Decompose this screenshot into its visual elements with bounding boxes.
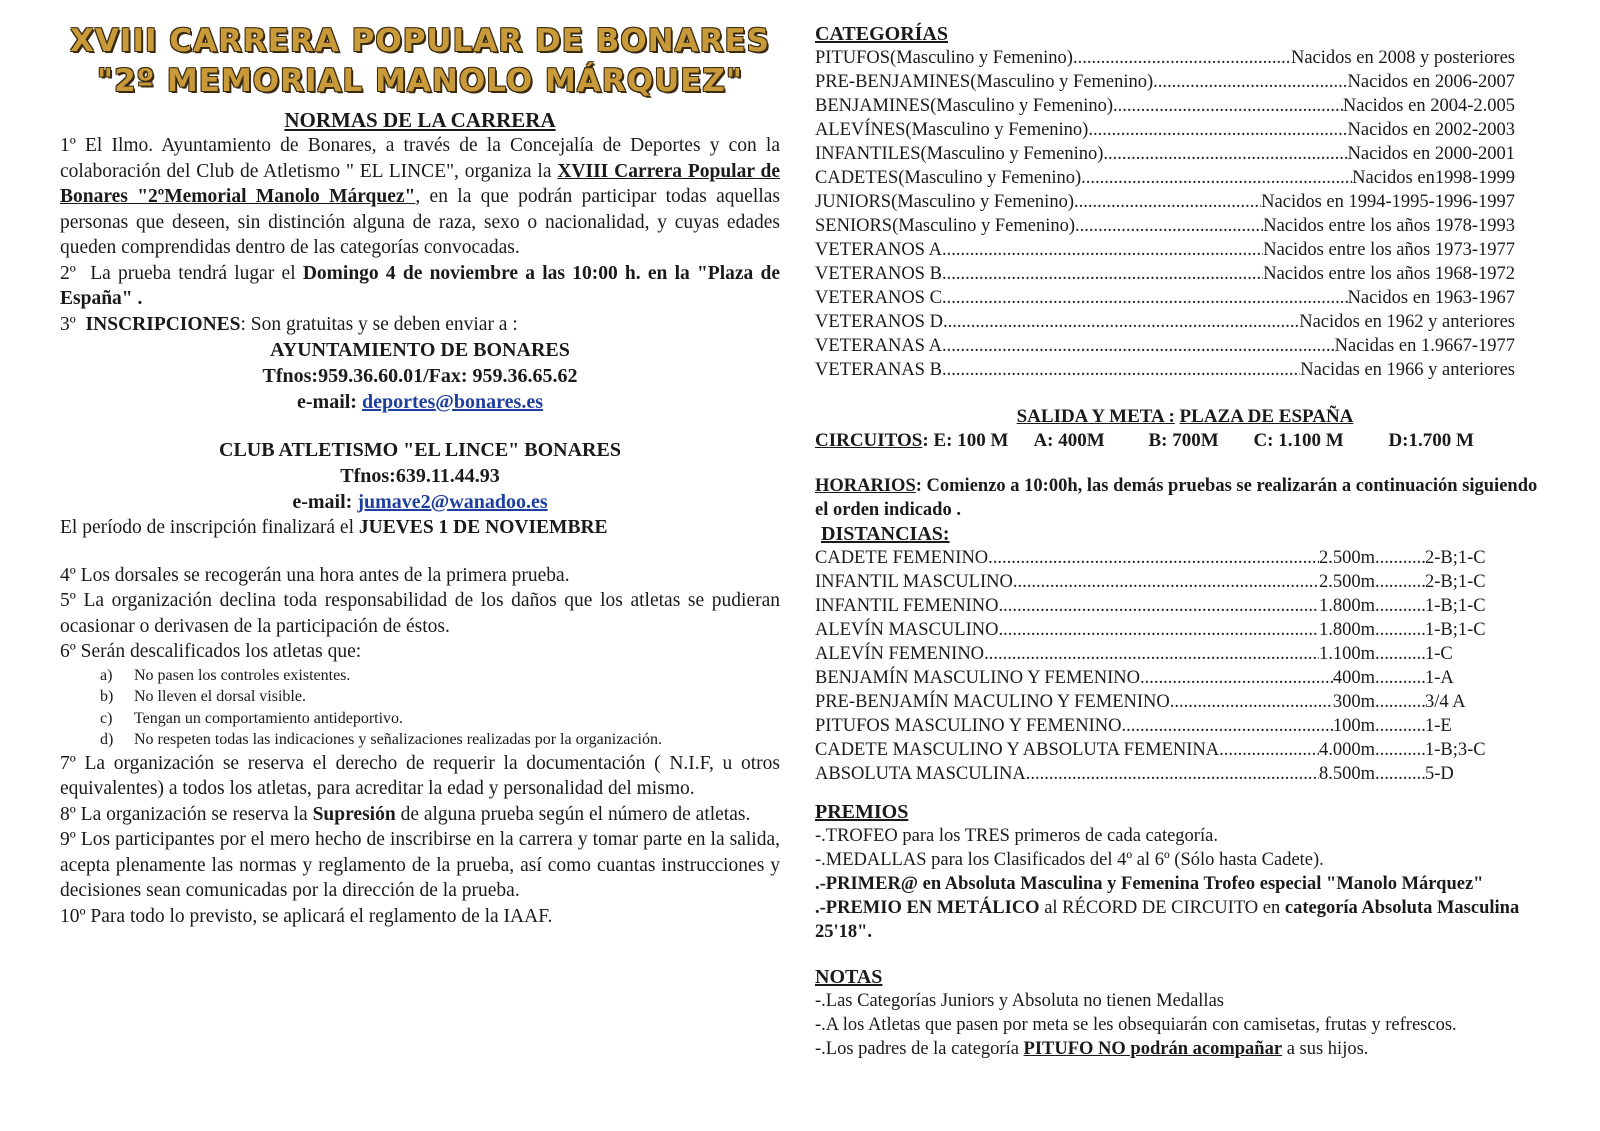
list-text: No pasen los controles existentes. bbox=[134, 666, 351, 684]
distancia-name: INFANTIL FEMENINO bbox=[815, 596, 999, 616]
leader-dots bbox=[1375, 570, 1425, 594]
leader-dots bbox=[1103, 142, 1347, 166]
categoria-row bbox=[815, 334, 1515, 358]
list-letter: a) bbox=[100, 666, 113, 684]
distancia-value: 100m bbox=[1332, 716, 1375, 736]
leader-dots bbox=[1026, 762, 1319, 786]
distancia-circuit: 2-B;1-C bbox=[1425, 548, 1486, 568]
categoria-name: BENJAMINES(Masculino y Femenino) bbox=[815, 96, 1114, 116]
nota-line: -.Las Categorías Juniors y Absoluta no tienen Medallas bbox=[815, 991, 1224, 1011]
distancia-name: BENJAMÍN MASCULINO Y FEMENINO bbox=[815, 668, 1140, 688]
leader-dots bbox=[1073, 46, 1291, 70]
norma-text: La organización declina toda responsabilidad de los daños que los atletas se pudieran ocasionar o derivasen de la participación de éstos. bbox=[60, 590, 781, 637]
leader-dots bbox=[1081, 166, 1352, 190]
norma-9 bbox=[60, 827, 780, 904]
categoria-value: Nacidos en 1962 y anteriores bbox=[1299, 312, 1515, 332]
norma-number: 3º bbox=[60, 313, 76, 335]
ayuntamiento-phone: Tfnos:959.36.60.01/Fax: 959.36.65.62 bbox=[262, 365, 578, 387]
categoria-value: Nacidos en 2006-2007 bbox=[1347, 72, 1515, 92]
supresion-bold: Supresión bbox=[312, 803, 396, 825]
distancia-name: ABSOLUTA MASCULINA bbox=[815, 764, 1026, 784]
leader-dots bbox=[1375, 546, 1425, 570]
leader-dots bbox=[1140, 666, 1333, 690]
norma-text: El período de inscripción finalizará el bbox=[60, 517, 355, 538]
inscripciones-label: INSCRIPCIONES bbox=[85, 313, 241, 335]
distancia-circuit: 2-B;1-C bbox=[1425, 572, 1486, 592]
salida-label: SALIDA Y META : bbox=[1016, 406, 1175, 427]
distancia-circuit: 1-C bbox=[1425, 644, 1453, 664]
leader-dots bbox=[1375, 738, 1425, 762]
horarios-line bbox=[815, 474, 1555, 522]
norma-number: 8º bbox=[60, 803, 76, 825]
distancia-circuit: 1-E bbox=[1425, 716, 1452, 736]
categoria-value: Nacidos en 2002-2003 bbox=[1347, 120, 1515, 140]
categoria-row bbox=[815, 310, 1515, 334]
categoria-name: VETERANAS A bbox=[815, 336, 942, 356]
distancia-value: 2.500m bbox=[1318, 572, 1375, 592]
norma-number: 5º bbox=[60, 590, 76, 611]
salida-meta bbox=[815, 405, 1555, 429]
categoria-value: Nacidos en 1963-1967 bbox=[1347, 288, 1515, 308]
norma-number: 10º bbox=[60, 905, 86, 927]
premios-heading: PREMIOS bbox=[815, 801, 909, 823]
categoria-row bbox=[815, 286, 1515, 310]
leader-dots bbox=[1088, 118, 1347, 142]
list-text: No respeten todas las indicaciones y señalizaciones realizadas por la organización. bbox=[134, 731, 662, 748]
distancia-value: 4.000m bbox=[1318, 740, 1375, 760]
categoria-name: VETERANAS B bbox=[815, 360, 942, 380]
leader-dots bbox=[988, 546, 1319, 570]
norma-text: Los dorsales se recogerán una hora antes de la primera prueba. bbox=[80, 564, 570, 586]
premio-bold: categoría Absoluta Masculina 25'18". bbox=[815, 898, 1520, 942]
horarios-label: HORARIOS bbox=[815, 476, 916, 496]
norma-text: El Ilmo. Ayuntamiento de Bonares, a través de la Concejalía de Deportes y con la colaboración del Club de Atletismo " EL LINCE", organiza la bbox=[60, 135, 781, 182]
categoria-name: CADETES(Masculino y Femenino) bbox=[815, 168, 1082, 188]
distancia-name: PITUFOS MASCULINO Y FEMENINO bbox=[815, 716, 1122, 736]
distancia-row bbox=[815, 546, 1495, 570]
categoria-value: Nacidos en 2008 y posteriores bbox=[1290, 48, 1515, 68]
email-label: e-mail: bbox=[297, 391, 357, 413]
email-label: e-mail: bbox=[292, 491, 353, 513]
leader-dots bbox=[1375, 690, 1425, 714]
norma-number: 7º bbox=[60, 752, 76, 774]
circuito-item: E: 100 M bbox=[933, 430, 1009, 451]
premio-line bbox=[815, 896, 1560, 944]
norma-text: La organización se reserva el derecho de requerir la documentación ( N.I.F, u otros equivalentes) a todos los atletas, para acreditar la edad y personalidad del mismo. bbox=[60, 752, 780, 799]
leader-dots bbox=[998, 594, 1319, 618]
categoria-row bbox=[815, 94, 1515, 118]
premio-line: -.TROFEO para los TRES primeros de cada categoría. bbox=[815, 826, 1218, 846]
categoria-name: PITUFOS(Masculino y Femenino) bbox=[815, 48, 1073, 68]
list-letter: d) bbox=[100, 731, 114, 748]
categoria-row bbox=[815, 142, 1515, 166]
circuitos-line: CIRCUITOS : E: 100 M A: 400M B: 700M C: 1.100 M D:1.700 M bbox=[815, 430, 1474, 451]
distancias-list bbox=[815, 546, 1495, 786]
leader-dots bbox=[1375, 666, 1425, 690]
distancia-name: ALEVÍN FEMENINO bbox=[815, 644, 985, 664]
distancia-name: INFANTIL MASCULINO bbox=[815, 572, 1013, 592]
norma-text: Serán descalificados los atletas que: bbox=[80, 641, 362, 662]
leader-dots bbox=[1375, 618, 1425, 642]
distancia-row bbox=[815, 594, 1495, 618]
nota-text: -.Los padres de la categoría bbox=[815, 1039, 1019, 1059]
distancia-value: 1.800m bbox=[1318, 596, 1375, 616]
distancia-name: PRE-BENJAMÍN MACULINO Y FEMENINO bbox=[815, 692, 1170, 712]
distancias-heading: DISTANCIAS: bbox=[821, 523, 950, 545]
club-name: CLUB ATLETISMO "EL LINCE" BONARES bbox=[219, 439, 621, 461]
leader-dots bbox=[942, 334, 1335, 358]
categoria-name: ALEVÍNES(Masculino y Femenino) bbox=[815, 120, 1089, 140]
distancia-row bbox=[815, 762, 1495, 786]
norma-number: 9º bbox=[60, 829, 76, 850]
leader-dots bbox=[1375, 642, 1425, 666]
nota-line bbox=[815, 1037, 1560, 1061]
categoria-name: VETERANOS B bbox=[815, 264, 942, 284]
categoria-value: Nacidos entre los años 1973-1977 bbox=[1263, 240, 1515, 260]
leader-dots bbox=[1375, 714, 1425, 738]
norma-number: 2º bbox=[60, 262, 76, 284]
categoria-name: VETERANOS D bbox=[815, 312, 943, 332]
ayuntamiento-email-link[interactable]: deportes@bonares.es bbox=[361, 391, 543, 413]
categoria-row bbox=[815, 238, 1515, 262]
categoria-row bbox=[815, 70, 1515, 94]
leader-dots bbox=[942, 358, 1300, 382]
list-letter: c) bbox=[100, 709, 113, 727]
periodo-inscripcion bbox=[60, 515, 780, 541]
distancia-row bbox=[815, 570, 1495, 594]
distancia-circuit: 1-B;1-C bbox=[1425, 596, 1486, 616]
list-item bbox=[100, 665, 780, 687]
categoria-name: PRE-BENJAMINES(Masculino y Femenino) bbox=[815, 72, 1154, 92]
distancia-circuit: 1-A bbox=[1425, 668, 1454, 688]
norma-text: Para todo lo previsto, se aplicará el reglamento de la IAAF. bbox=[90, 905, 553, 927]
list-item bbox=[100, 686, 780, 708]
circuito-item: B: 700M bbox=[1148, 430, 1219, 451]
norma-8 bbox=[60, 802, 780, 828]
categoria-row bbox=[815, 46, 1515, 70]
circuito-item: D:1.700 M bbox=[1388, 430, 1474, 451]
circuitos-label: CIRCUITOS bbox=[815, 430, 923, 451]
club-email-line bbox=[60, 489, 780, 515]
leader-dots bbox=[1375, 762, 1425, 786]
categoria-row bbox=[815, 358, 1515, 382]
norma-1 bbox=[60, 133, 780, 261]
list-text: Tengan un comportamiento antideportivo. bbox=[134, 709, 404, 727]
norma-number: 6º bbox=[60, 641, 76, 662]
leader-dots bbox=[942, 286, 1348, 310]
nota-bold: PITUFO NO podrán acompañar bbox=[1023, 1039, 1283, 1059]
distancia-value: 8.500m bbox=[1318, 764, 1375, 784]
norma-10 bbox=[60, 904, 780, 930]
distancia-name: CADETE MASCULINO Y ABSOLUTA FEMENINA bbox=[815, 740, 1220, 760]
norma-number: 1º bbox=[60, 135, 76, 156]
descalificacion-list bbox=[60, 665, 780, 751]
norma-7 bbox=[60, 751, 780, 802]
leader-dots bbox=[1153, 70, 1347, 94]
deadline-bold: JUEVES 1 DE NOVIEMBRE bbox=[358, 517, 608, 538]
leader-dots bbox=[1075, 214, 1263, 238]
horarios-text: : Comienzo a 10:00h, las demás pruebas se realizarán a continuación siguiendo el orden indicado . bbox=[815, 476, 1538, 520]
distancia-name: CADETE FEMENINO bbox=[815, 548, 989, 568]
norma-5 bbox=[60, 588, 780, 639]
salida-value: PLAZA DE ESPAÑA bbox=[1179, 406, 1354, 427]
distancia-row bbox=[815, 690, 1495, 714]
distancia-value: 1.100m bbox=[1318, 644, 1375, 664]
list-item bbox=[100, 708, 780, 730]
distancia-circuit: 3/4 A bbox=[1425, 692, 1466, 712]
distancia-circuit: 1-B;1-C bbox=[1425, 620, 1486, 640]
notas-heading: NOTAS bbox=[815, 966, 883, 988]
leader-dots bbox=[942, 238, 1263, 262]
leader-dots bbox=[1219, 738, 1319, 762]
norma-text: , en la que podrán participar todas aquellas personas que deseen, sin distinción alguna de raza, sexo o nacionalidad, y cuyas edades queden comprendidas dentro de las categorías convocadas. bbox=[60, 186, 780, 258]
club-email-link[interactable]: jumave2@wanadoo.es bbox=[357, 491, 548, 513]
norma-3 bbox=[60, 312, 780, 338]
list-text: No lleven el dorsal visible. bbox=[134, 688, 306, 705]
norma-2 bbox=[60, 261, 780, 312]
normas-heading: NORMAS DE LA CARRERA bbox=[284, 108, 556, 132]
premio-text: al RÉCORD DE CIRCUITO en bbox=[1044, 898, 1281, 918]
categorias-heading: CATEGORÍAS bbox=[815, 23, 948, 45]
circuito-item: A: 400M bbox=[1033, 430, 1105, 451]
categoria-name: VETERANOS C bbox=[815, 288, 942, 308]
norma-6 bbox=[60, 639, 780, 665]
leader-dots bbox=[943, 310, 1299, 334]
leader-dots bbox=[942, 262, 1263, 286]
leader-dots bbox=[1121, 714, 1332, 738]
nota-line: -.A los Atletas que pasen por meta se les obsequiarán con camisetas, frutas y refrescos. bbox=[815, 1015, 1457, 1035]
norma-text: : Son gratuitas y se deben enviar a : bbox=[240, 313, 518, 335]
leader-dots bbox=[1013, 570, 1319, 594]
nota-text: a sus hijos. bbox=[1286, 1039, 1369, 1059]
distancia-value: 400m bbox=[1332, 668, 1375, 688]
categoria-value: Nacidos en1998-1999 bbox=[1352, 168, 1515, 188]
categoria-name: SENIORS(Masculino y Femenino) bbox=[815, 216, 1076, 236]
categoria-name: INFANTILES(Masculino y Femenino) bbox=[815, 144, 1104, 164]
categoria-row bbox=[815, 190, 1515, 214]
distancia-value: 300m bbox=[1332, 692, 1375, 712]
categoria-value: Nacidos entre los años 1978-1993 bbox=[1263, 216, 1515, 236]
distancia-row bbox=[815, 642, 1495, 666]
categoria-name: VETERANOS A bbox=[815, 240, 942, 260]
categoria-value: Nacidas en 1.9667-1977 bbox=[1334, 336, 1515, 356]
norma-text: La prueba tendrá lugar el bbox=[90, 262, 296, 284]
ayuntamiento-email-line bbox=[60, 389, 780, 415]
event-title-line1: XVIII CARRERA POPULAR DE BONARES bbox=[70, 23, 770, 59]
categoria-row bbox=[815, 118, 1515, 142]
categoria-name: JUNIORS(Masculino y Femenino) bbox=[815, 192, 1074, 212]
event-date-bold: Domingo 4 de noviembre a las 10:00 h. en la "Plaza de España" . bbox=[60, 262, 781, 309]
categoria-value: Nacidas en 1966 y anteriores bbox=[1300, 360, 1515, 380]
leader-dots bbox=[984, 642, 1319, 666]
distancia-value: 2.500m bbox=[1318, 548, 1375, 568]
distancia-row bbox=[815, 738, 1495, 762]
categoria-row bbox=[815, 262, 1515, 286]
premio-line: -.MEDALLAS para los Clasificados del 4º al 6º (Sólo hasta Cadete). bbox=[815, 850, 1324, 870]
premio-bold: .-PREMIO EN METÁLICO bbox=[815, 898, 1040, 918]
distancia-name: ALEVÍN MASCULINO bbox=[815, 620, 999, 640]
club-phone: Tfnos:639.11.44.93 bbox=[340, 465, 500, 487]
list-letter: b) bbox=[100, 688, 114, 705]
distancia-value: 1.800m bbox=[1318, 620, 1375, 640]
norma-number: 4º bbox=[60, 564, 76, 586]
leader-dots bbox=[1375, 594, 1425, 618]
leader-dots bbox=[998, 618, 1319, 642]
categoria-value: Nacidos en 2004-2.005 bbox=[1342, 96, 1515, 116]
distancia-circuit: 5-D bbox=[1425, 764, 1454, 784]
distancia-row bbox=[815, 714, 1495, 738]
event-title-line2: "2º MEMORIAL MANOLO MÁRQUEZ" bbox=[96, 63, 744, 99]
ayuntamiento-name: AYUNTAMIENTO DE BONARES bbox=[270, 339, 570, 361]
circuito-item: C: 1.100 M bbox=[1253, 430, 1344, 451]
norma-text: de alguna prueba según el número de atletas. bbox=[400, 803, 751, 825]
leader-dots bbox=[1113, 94, 1343, 118]
premio-line: .-PRIMER@ en Absoluta Masculina y Femenina Trofeo especial "Manolo Márquez" bbox=[815, 874, 1484, 894]
distancia-row bbox=[815, 618, 1495, 642]
distancia-row bbox=[815, 666, 1495, 690]
list-item bbox=[100, 729, 780, 751]
categoria-row bbox=[815, 166, 1515, 190]
categoria-value: Nacidos entre los años 1968-1972 bbox=[1263, 264, 1515, 284]
leader-dots bbox=[1074, 190, 1261, 214]
categorias-list bbox=[815, 46, 1515, 382]
norma-4 bbox=[60, 563, 780, 589]
event-name-bold: XVIII Carrera Popular de Bonares "2ºMemorial Manolo Márquez" bbox=[60, 160, 780, 207]
norma-text: Los participantes por el mero hecho de inscribirse en la carrera y tomar parte en la salida, acepta plenamente las normas y reglamento de la prueba, así como cuantas instrucciones y decisiones sean comunicadas por la dirección de la prueba. bbox=[60, 829, 781, 901]
categoria-row bbox=[815, 214, 1515, 238]
distancia-circuit: 1-B;3-C bbox=[1425, 740, 1486, 760]
categoria-value: Nacidos en 2000-2001 bbox=[1347, 144, 1515, 164]
categoria-value: Nacidos en 1994-1995-1996-1997 bbox=[1261, 192, 1515, 212]
norma-text: La organización se reserva la bbox=[80, 803, 308, 825]
leader-dots bbox=[1170, 690, 1333, 714]
